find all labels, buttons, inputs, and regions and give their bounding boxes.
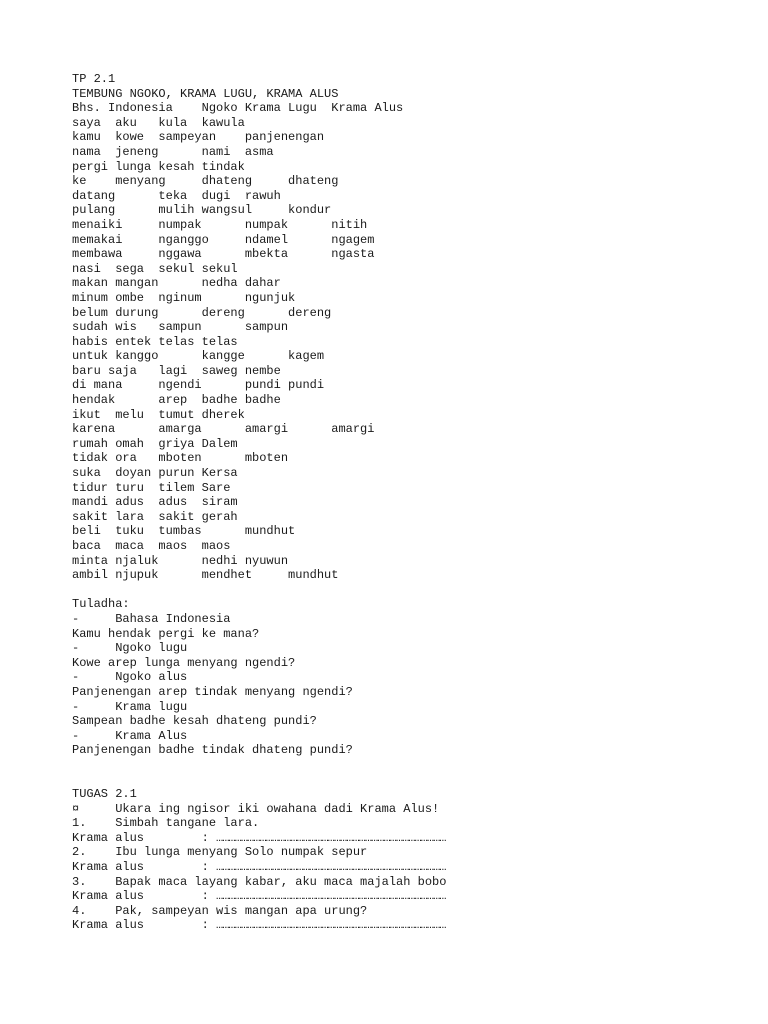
- example-sentence: Panjenengan arep tindak menyang ngendi?: [72, 684, 353, 699]
- spacer: [72, 773, 712, 788]
- answer-line: [72, 860, 712, 875]
- answer-blank[interactable]: …………………………………………………………………………………………………: [216, 830, 446, 845]
- vocab-row: tidur turu tilem Sare: [72, 480, 231, 495]
- vocab-row: pergi lunga kesah tindak: [72, 159, 245, 174]
- vocab-row: memakai nganggo ndamel ngagem: [72, 232, 375, 247]
- vocab-row: untuk kanggo kangge kagem: [72, 349, 325, 364]
- task-section: [72, 787, 712, 933]
- column-headers: Bhs. Indonesia Ngoko Krama Lugu Krama Alus: [72, 101, 404, 116]
- task-heading: TUGAS 2.1: [72, 787, 137, 802]
- task-item: 2. Ibu lunga menyang Solo numpak sepur: [72, 845, 368, 860]
- answer-blank[interactable]: …………………………………………………………………………………………………: [216, 918, 446, 933]
- vocab-row: kamu kowe sampeyan panjenengan: [72, 130, 325, 145]
- vocab-row: suka doyan purun Kersa: [72, 466, 238, 481]
- document-page: [72, 72, 712, 933]
- example-heading: Tuladha:: [72, 597, 130, 612]
- vocab-row: karena amarga amargi amargi: [72, 422, 375, 437]
- vocab-row: mandi adus adus siram: [72, 495, 238, 510]
- task-instruction: ¤ Ukara ing ngisor iki owahana dadi Krama Alus!: [72, 801, 440, 816]
- vocab-row: beli tuku tumbas mundhut: [72, 524, 296, 539]
- answer-label: Krama alus :: [72, 860, 217, 875]
- example-label: - Bahasa Indonesia: [72, 611, 231, 626]
- example-sentence: Panjenengan badhe tindak dhateng pundi?: [72, 743, 353, 758]
- example-sentence: Kowe arep lunga menyang ngendi?: [72, 655, 296, 670]
- example-label: - Ngoko lugu: [72, 641, 188, 656]
- answer-line: [72, 831, 712, 846]
- vocab-row: hendak arep badhe badhe: [72, 393, 281, 408]
- vocab-row: ambil njupuk mendhet mundhut: [72, 568, 339, 583]
- answer-line: [72, 889, 712, 904]
- vocab-row: membawa nggawa mbekta ngasta: [72, 247, 375, 262]
- example-label: - Ngoko alus: [72, 670, 188, 685]
- vocab-row: makan mangan nedha dahar: [72, 276, 281, 291]
- document-title: TEMBUNG NGOKO, KRAMA LUGU, KRAMA ALUS: [72, 86, 339, 101]
- answer-label: Krama alus :: [72, 889, 217, 904]
- vocab-row: rumah omah griya Dalem: [72, 436, 238, 451]
- example-section: [72, 597, 712, 758]
- example-sentence: Sampean badhe kesah dhateng pundi?: [72, 714, 317, 729]
- vocab-row: ke menyang dhateng dhateng: [72, 174, 339, 189]
- vocab-row: minta njaluk nedhi nyuwun: [72, 553, 289, 568]
- task-item: 3. Bapak maca layang kabar, aku maca majalah bobo: [72, 874, 447, 889]
- vocab-row: ikut melu tumut dherek: [72, 407, 245, 422]
- answer-label: Krama alus :: [72, 830, 217, 845]
- vocab-row: minum ombe nginum ngunjuk: [72, 290, 296, 305]
- answer-label: Krama alus :: [72, 918, 217, 933]
- vocab-row: nama jeneng nami asma: [72, 144, 274, 159]
- vocab-row: tidak ora mboten mboten: [72, 451, 289, 466]
- vocab-row: saya aku kula kawula: [72, 115, 245, 130]
- task-item: 1. Simbah tangane lara.: [72, 816, 260, 831]
- vocab-row: sudah wis sampun sampun: [72, 320, 289, 335]
- example-sentence: Kamu hendak pergi ke mana?: [72, 626, 260, 641]
- vocab-row: di mana ngendi pundi pundi: [72, 378, 325, 393]
- task-item: 4. Pak, sampeyan wis mangan apa urung?: [72, 903, 368, 918]
- example-label: - Krama lugu: [72, 699, 188, 714]
- section-code: TP 2.1: [72, 72, 116, 86]
- vocab-row: baru saja lagi saweg nembe: [72, 363, 281, 378]
- example-label: - Krama Alus: [72, 728, 188, 743]
- vocab-row: nasi sega sekul sekul: [72, 261, 238, 276]
- vocab-row: belum durung dereng dereng: [72, 305, 332, 320]
- answer-line: [72, 918, 712, 933]
- vocab-row: pulang mulih wangsul kondur: [72, 203, 332, 218]
- vocab-row: sakit lara sakit gerah: [72, 509, 238, 524]
- vocab-row: datang teka dugi rawuh: [72, 188, 281, 203]
- vocab-row: menaiki numpak numpak nitih: [72, 217, 368, 232]
- vocab-row: habis entek telas telas: [72, 334, 238, 349]
- vocabulary-table: [72, 116, 712, 583]
- spacer: [72, 583, 712, 598]
- spacer: [72, 758, 712, 773]
- answer-blank[interactable]: …………………………………………………………………………………………………: [216, 889, 446, 904]
- vocab-row: baca maca maos maos: [72, 539, 231, 553]
- answer-blank[interactable]: …………………………………………………………………………………………………: [216, 860, 446, 875]
